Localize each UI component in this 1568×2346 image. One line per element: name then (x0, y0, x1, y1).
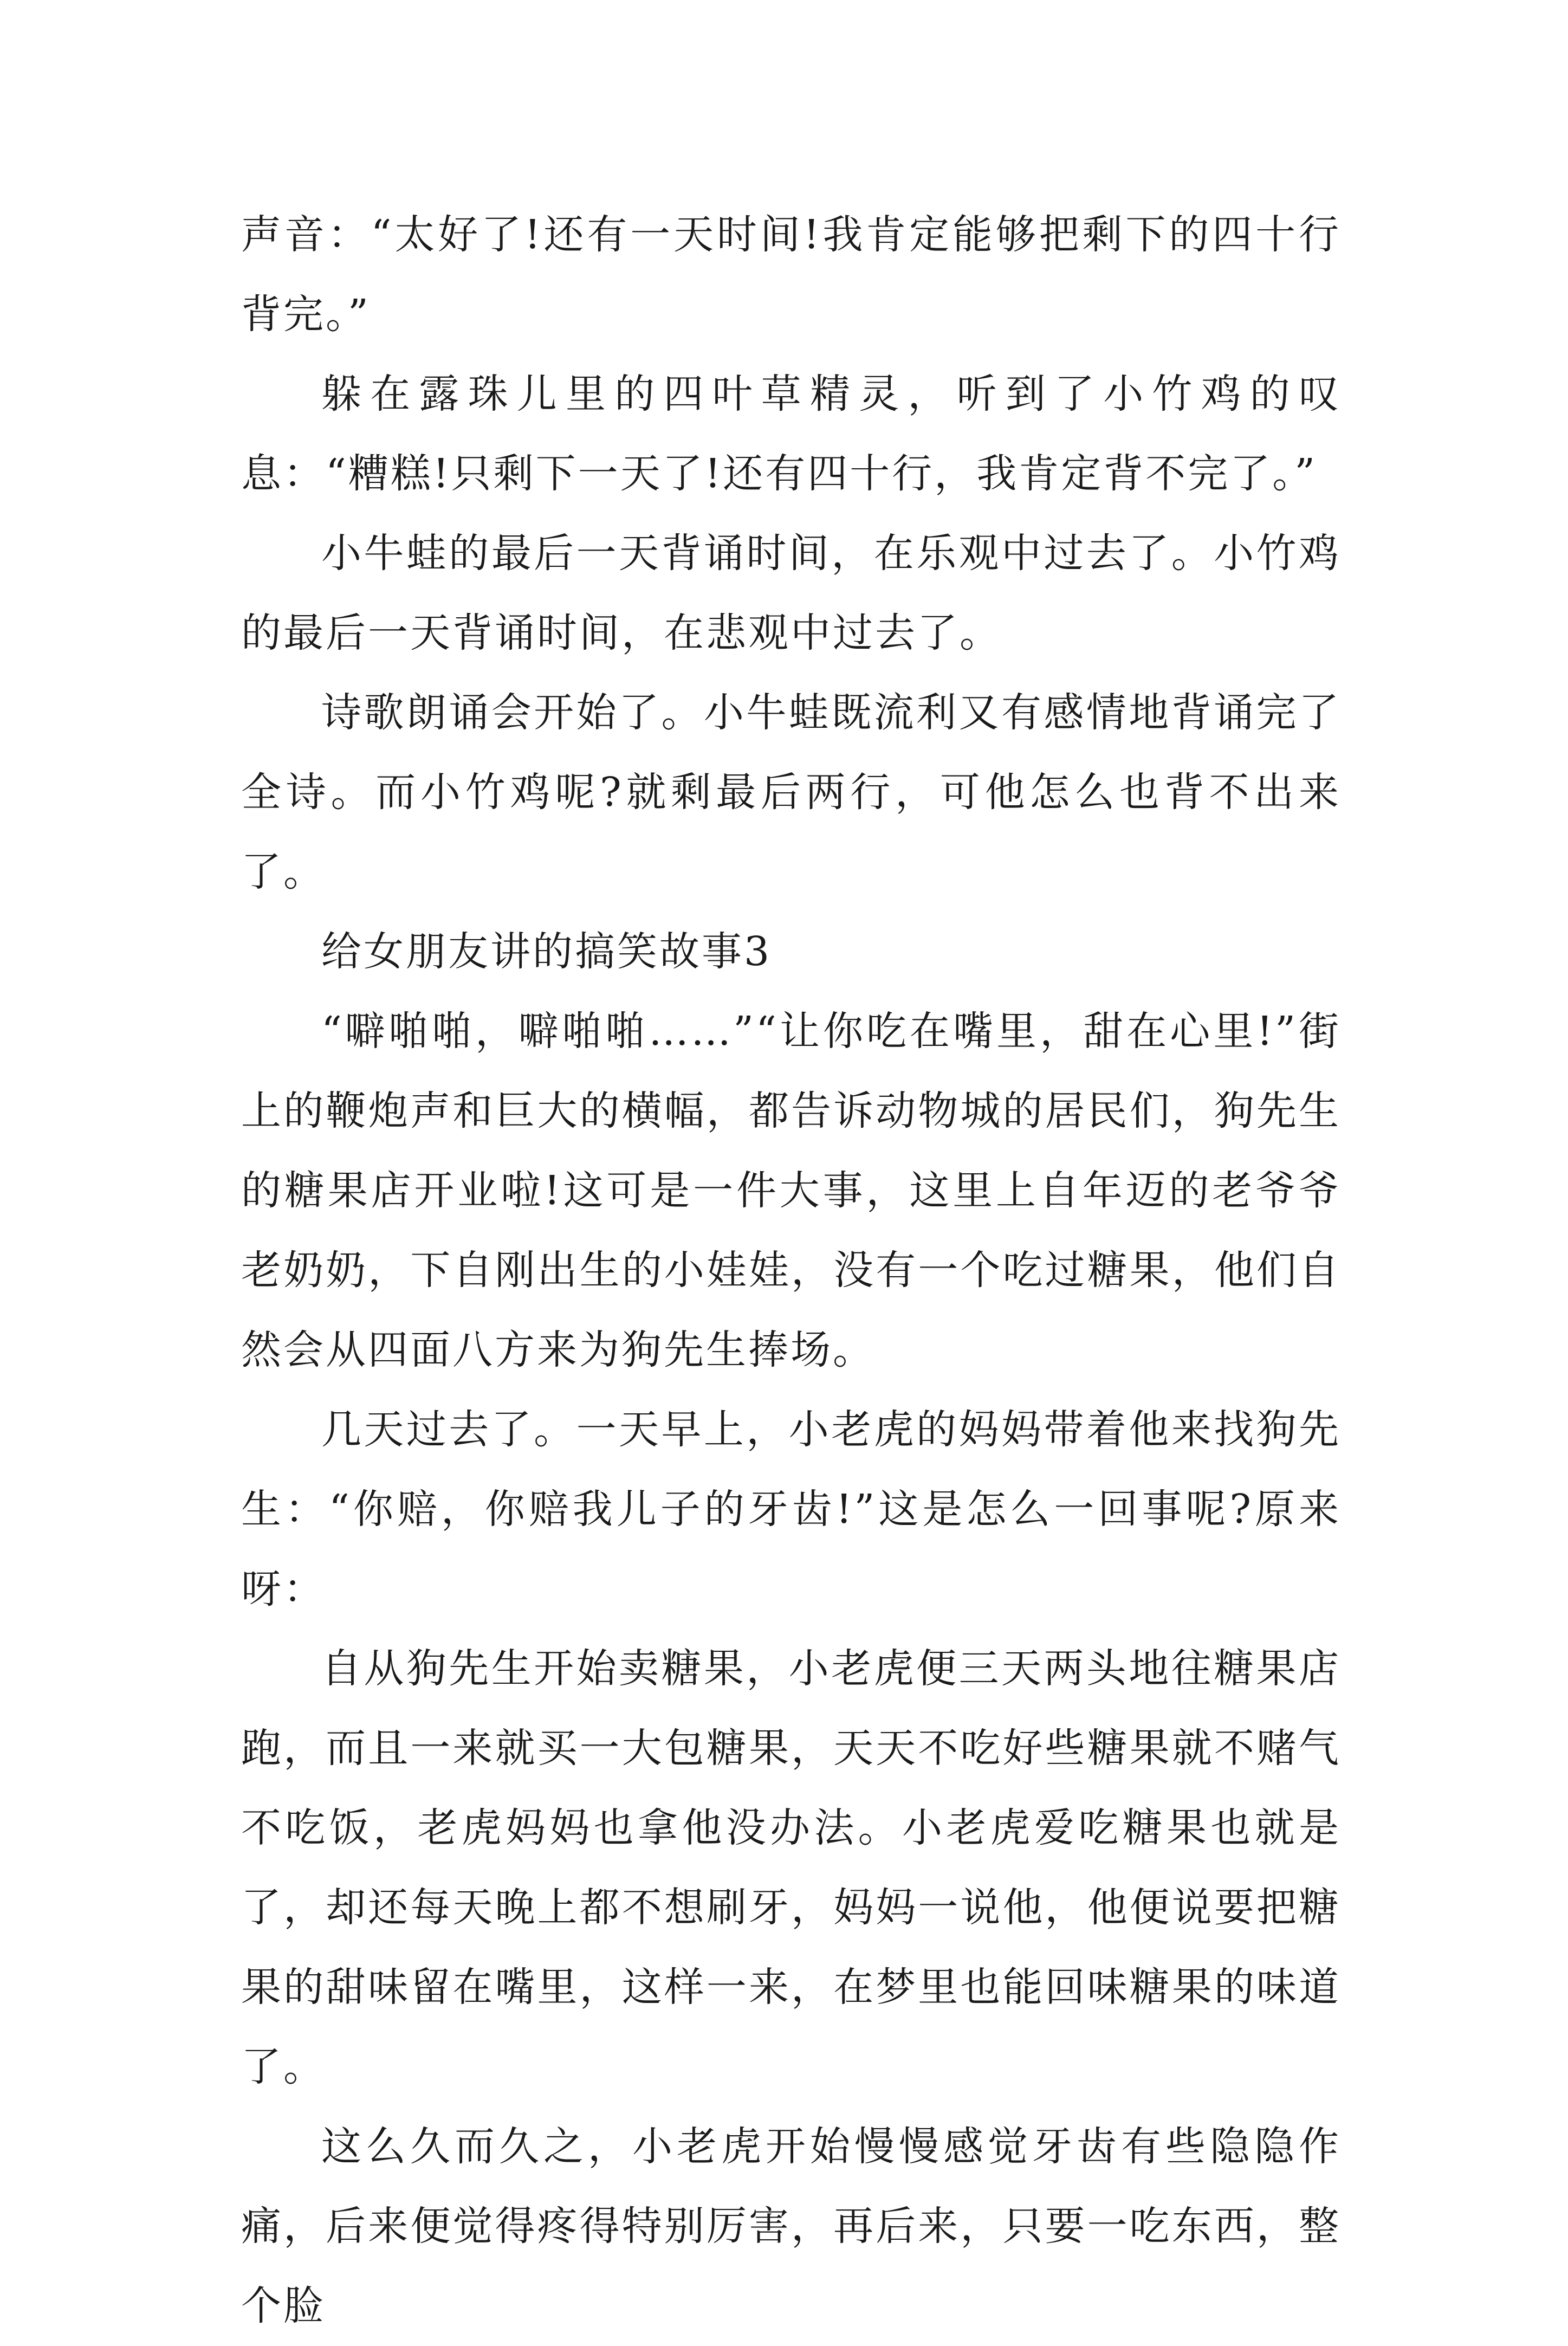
document-body (241, 195, 1341, 2346)
paragraph-4: 诗歌朗诵会开始了。小牛蛙既流利又有感情地背诵完了全诗。而小竹鸡呢?就剩最后两行，可他怎么也背不出来了。 (241, 689, 1341, 895)
section-heading: 给女朋友讲的搞笑故事3 (321, 928, 772, 975)
paragraph-5: “噼啪啪，噼啪啪……”“让你吃在嘴里，甜在心里!”街上的鞭炮声和巨大的横幅，都告诉动物城的居民们，狗先生的糖果店开业啦!这可是一件大事，这里上自年迈的老爷爷老奶奶，下自刚出生的小娃娃，没有一个吃过糖果，他们自然会从四面八方来为狗先生捧场。 (241, 1008, 1341, 1373)
paragraph-1: 声音：“太好了!还有一天时间!我肯定能够把剩下的四十行背完。” (241, 211, 1341, 338)
paragraph-3: 小牛蛙的最后一天背诵时间，在乐观中过去了。小竹鸡的最后一天背诵时间，在悲观中过去了。 (241, 530, 1341, 656)
paragraph-7: 自从狗先生开始卖糖果，小老虎便三天两头地往糖果店跑，而且一来就买一大包糖果，天天不吃好些糖果就不赌气不吃饭，老虎妈妈也拿他没办法。小老虎爱吃糖果也就是了，却还每天晚上都不想刷牙，妈妈一说他，他便说要把糖果的甜味留在嘴里，这样一来，在梦里也能回味糖果的味道了。 (241, 1645, 1341, 2090)
paragraph-2: 躲在露珠儿里的四叶草精灵，听到了小竹鸡的叹息：“糟糕!只剩下一天了!还有四十行，我肯定背不完了。” (241, 371, 1341, 497)
paragraph-8: 这么久而久之，小老虎开始慢慢感觉牙齿有些隐隐作痛，后来便觉得疼得特别厉害，再后来，只要一吃东西，整个脸 (241, 2123, 1341, 2329)
paragraph-6: 几天过去了。一天早上，小老虎的妈妈带着他来找狗先生：“你赔，你赔我儿子的牙齿!”这是怎么一回事呢?原来呀： (241, 1406, 1341, 1612)
